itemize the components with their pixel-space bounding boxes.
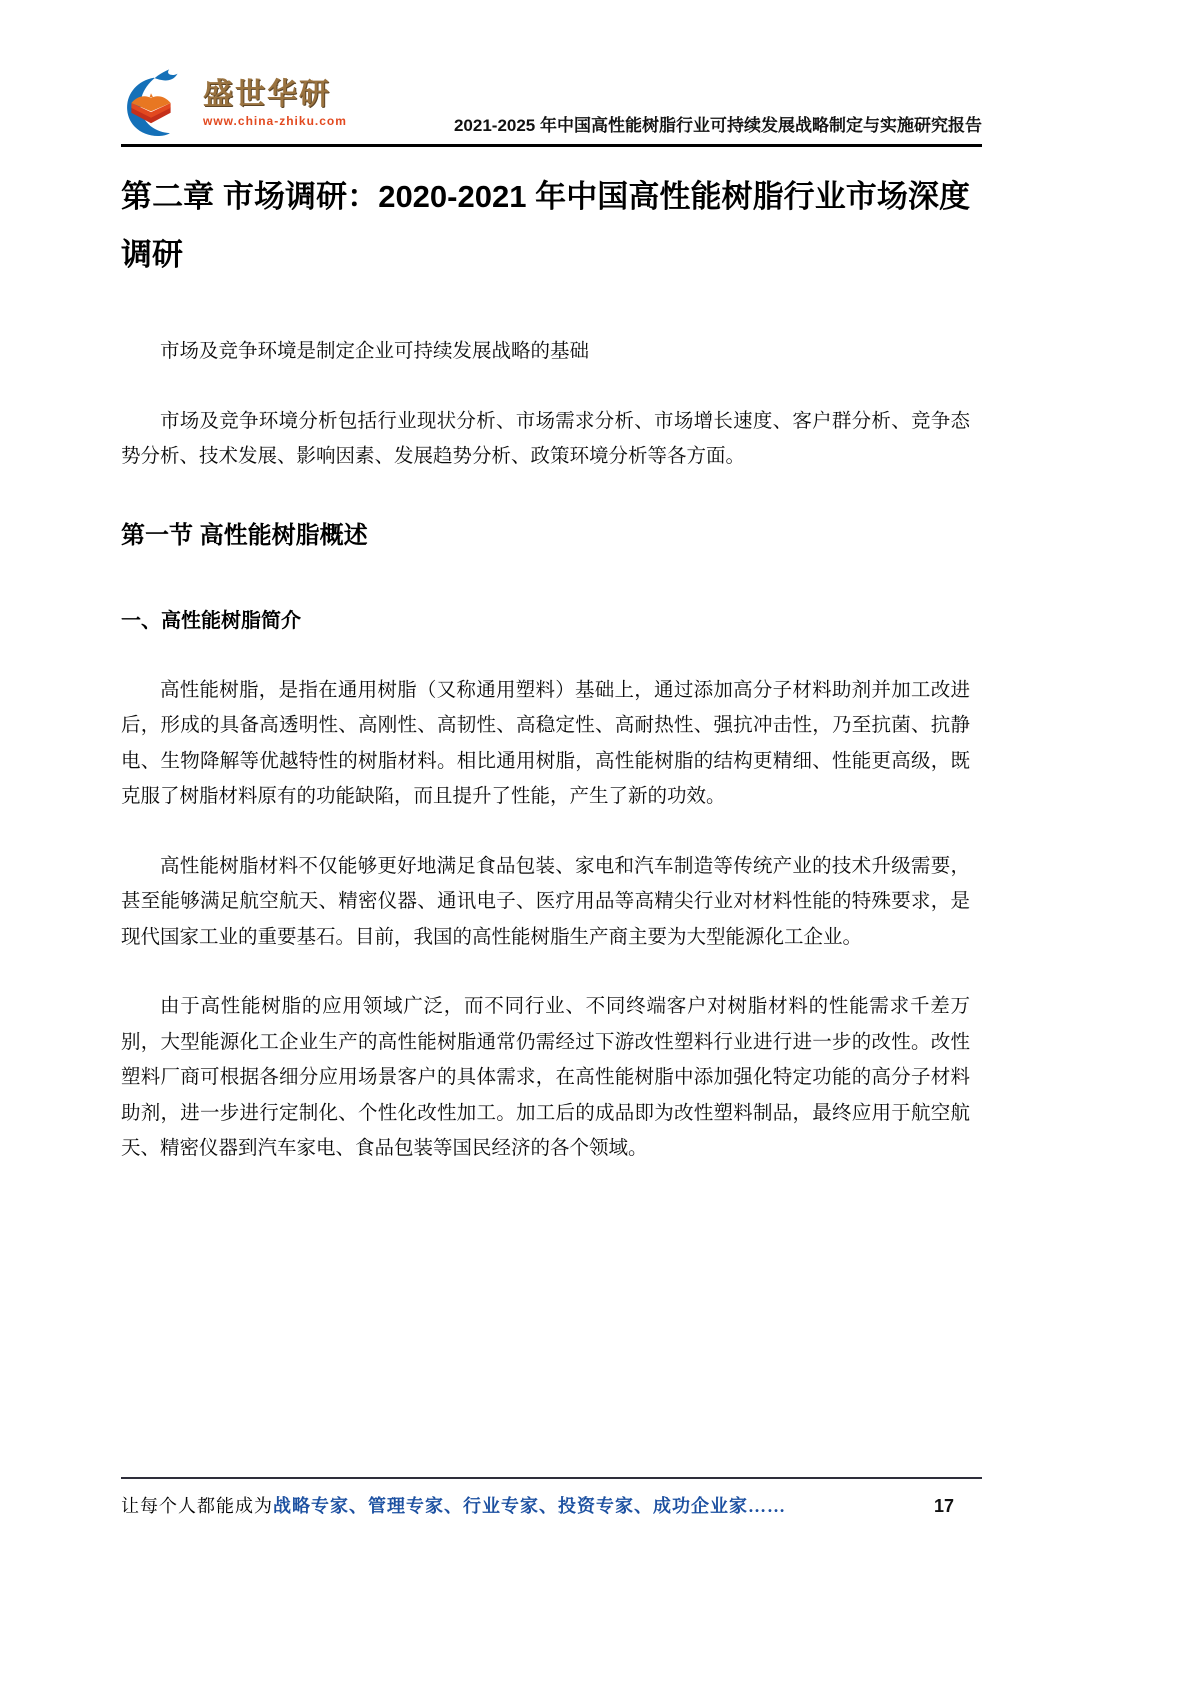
chapter-title: 第二章 市场调研：2020-2021 年中国高性能树脂行业市场深度调研 — [121, 179, 970, 272]
footer-slogan-prefix: 让每个人都能成为 — [121, 1496, 273, 1516]
body-paragraph: 由于高性能树脂的应用领域广泛，而不同行业、不同终端客户对树脂材料的性能需求千差万别，大型能源化工企业生产的高性能树脂通常仍需经过下游改性塑料行业进行进一步的改性。改性塑料厂商可根据各细分应用场景客户的具体需求，在高性能树脂中添加强化特定功能的高分子材料助剂，进一步进行定制化、个性化改性加工。加工后的成品即为改性塑料制品，最终应用于航空航天、精密仪器到汽车家电、食品包装等国民经济的各个领域。 — [121, 996, 970, 1159]
footer-slogan-highlight: 战略专家、管理专家、行业专家、投资专家、成功企业家…… — [273, 1496, 786, 1516]
page-content — [121, 168, 970, 1167]
company-logo-icon — [121, 68, 195, 138]
intro-paragraph: 市场及竞争环境分析包括行业现状分析、市场需求分析、市场增长速度、客户群分析、竞争态势分析、技术发展、影响因素、发展趋势分析、政策环境分析等各方面。 — [121, 410, 970, 467]
company-logo — [121, 68, 347, 138]
page-number: 17 — [933, 1496, 954, 1516]
logo-brand-name: 盛世华研 — [203, 77, 331, 111]
footer-slogan — [121, 1492, 786, 1518]
page-footer — [121, 1477, 982, 1518]
report-title: 2021-2025 年中国高性能树脂行业可持续发展战略制定与实施研究报告 — [453, 116, 982, 135]
page-header — [121, 0, 982, 147]
subsection-title: 一、高性能树脂简介 — [121, 609, 301, 632]
body-paragraph: 高性能树脂，是指在通用树脂（又称通用塑料）基础上，通过添加高分子材料助剂并加工改进后，形成的具备高透明性、高刚性、高韧性、高稳定性、高耐热性、强抗冲击性，乃至抗菌、抗静电、生物降解等优越特性的树脂材料。相比通用树脂，高性能树脂的结构更精细、性能更高级，既克服了树脂材料原有的功能缺陷，而且提升了性能，产生了新的功效。 — [121, 679, 970, 807]
intro-paragraph: 市场及竞争环境是制定企业可持续发展战略的基础 — [160, 341, 590, 362]
section-title: 第一节 高性能树脂概述 — [121, 521, 368, 549]
body-paragraph: 高性能树脂材料不仅能够更好地满足食品包装、家电和汽车制造等传统产业的技术升级需要，甚至能够满足航空航天、精密仪器、通讯电子、医疗用品等高精尖行业对材料性能的特殊要求，是现代国家工业的重要基石。目前，我国的高性能树脂生产商主要为大型能源化工企业。 — [121, 855, 970, 948]
logo-text-block — [203, 77, 347, 128]
logo-website: www.china-zhiku.com — [203, 113, 347, 128]
